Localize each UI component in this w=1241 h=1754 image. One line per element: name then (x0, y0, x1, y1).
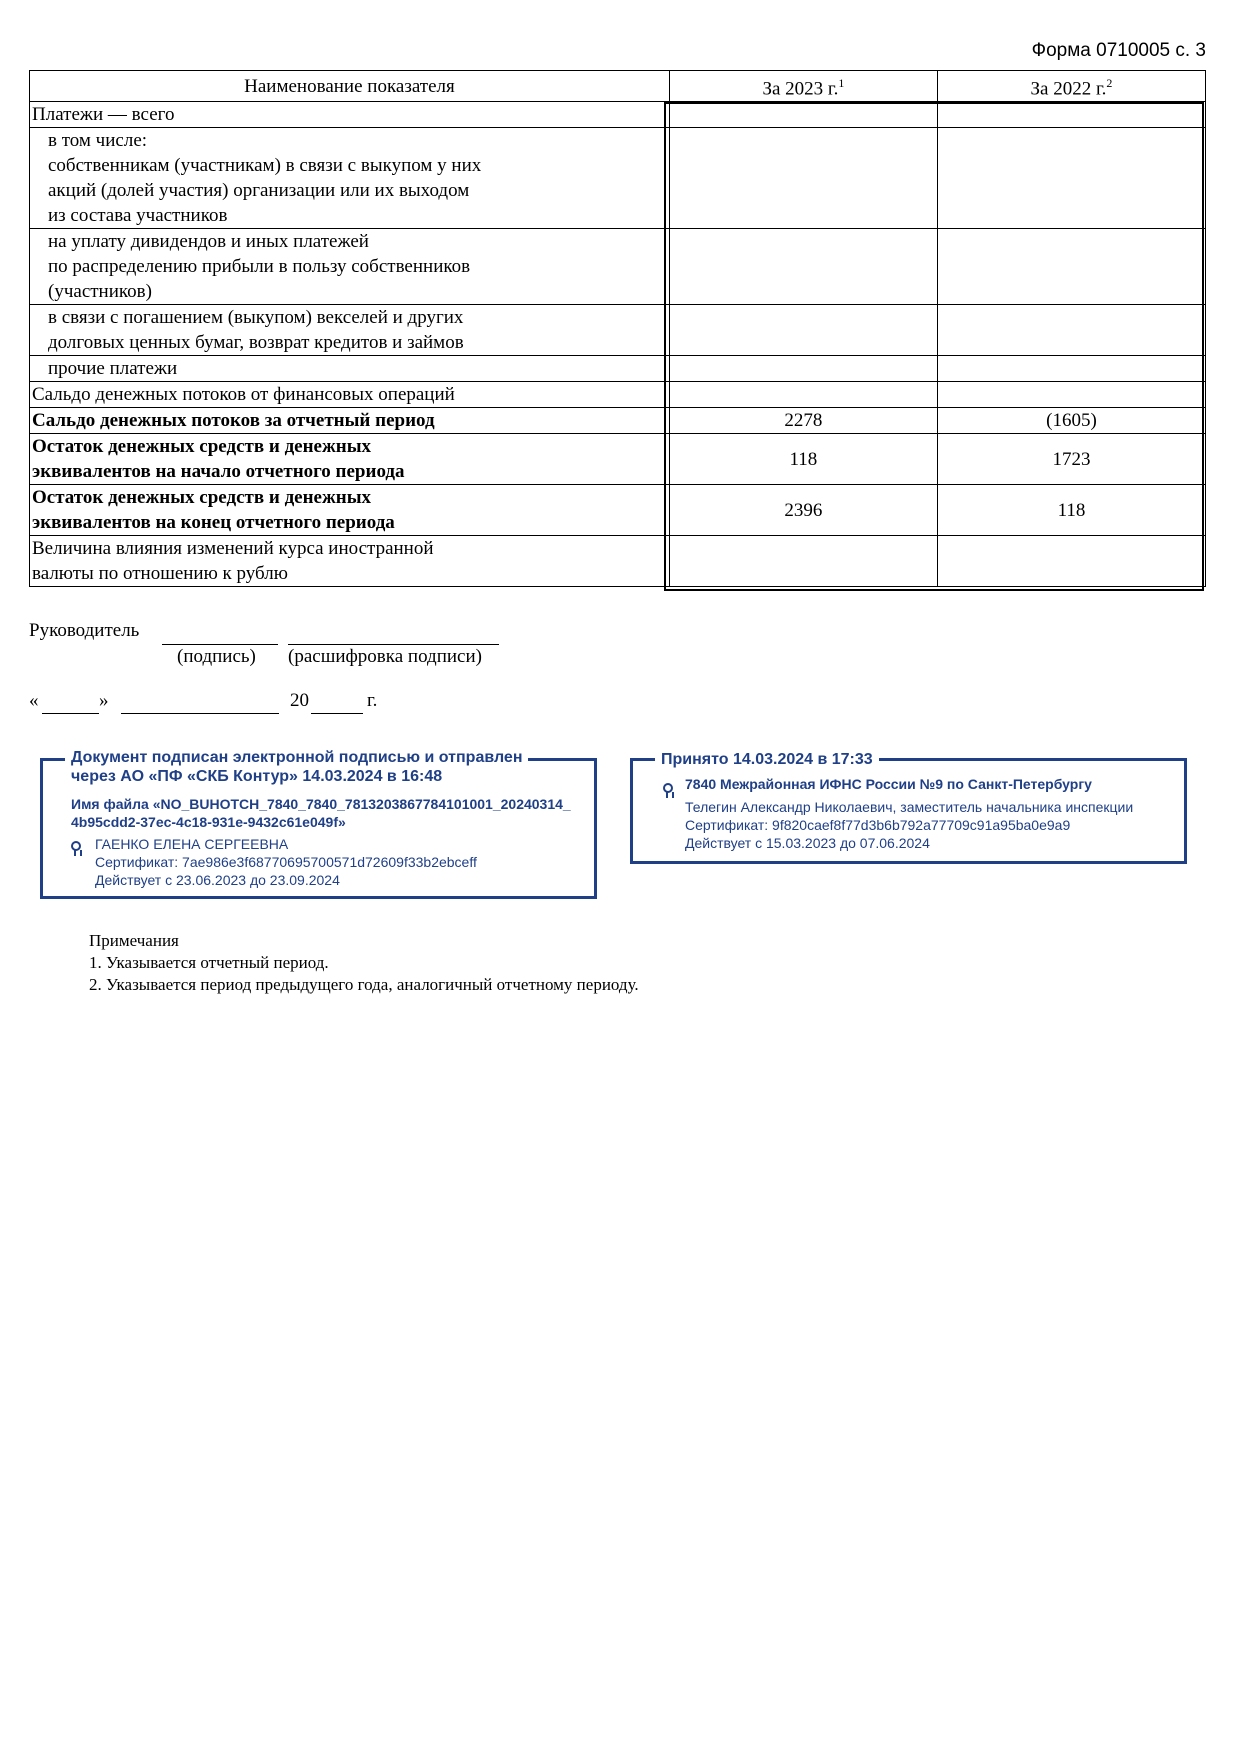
footnote-mark: 2 (1106, 76, 1113, 90)
stamp-accepted (630, 751, 1187, 864)
value-2022 (937, 102, 1205, 128)
table-row (30, 408, 1206, 434)
signature-decode-caption: (расшифровка подписи) (288, 646, 482, 667)
row-label: Платежи — всего (30, 102, 670, 128)
row-label: Сальдо денежных потоков от финансовых операций (30, 382, 670, 408)
table-row (30, 382, 1206, 408)
stamp-sent-valid: Действует с 23.06.2023 до 23.09.2024 (95, 872, 340, 888)
cash-flow-table (29, 70, 1206, 587)
stamp-sent-signer: ГАЕНКО ЕЛЕНА СЕРГЕЕВНА (95, 836, 289, 852)
header-2022: За 2022 г.$^2$ (937, 71, 1205, 102)
stamp-accepted-org: 7840 Межрайонная ИФНС России №9 по Санкт-Петербургу (685, 776, 1092, 792)
value-2023 (669, 229, 937, 305)
note-item: 1. Указывается отчетный период. (89, 953, 329, 972)
table-header-row (30, 71, 1206, 102)
table-row (30, 434, 1206, 485)
row-label: на уплату дивидендов и иных платежей по распределению прибыли в пользу собственников (участников) (30, 229, 670, 305)
header-indicator-name: Наименование показателя (30, 71, 670, 102)
date-year-line (311, 692, 363, 714)
row-label: Остаток денежных средств и денежных эквивалентов на конец отчетного периода (30, 485, 670, 536)
signature-caption: (подпись) (177, 646, 256, 667)
date-day-line (42, 692, 99, 714)
row-label: Величина влияния изменений курса иностранной валюты по отношению к рублю (30, 536, 670, 587)
value-2023 (669, 102, 937, 128)
stamp-accepted-title: Принято 14.03.2024 в 17:33 (655, 750, 879, 769)
stamp-accepted-valid: Действует с 15.03.2023 до 07.06.2024 (685, 835, 930, 851)
value-2023: 2396 (669, 485, 937, 536)
note-item: 2. Указывается период предыдущего года, аналогичный отчетному периоду. (89, 975, 639, 994)
table-row (30, 356, 1206, 382)
value-2023 (669, 536, 937, 587)
row-label: прочие платежи (30, 356, 670, 382)
table-row (30, 102, 1206, 128)
row-label: Сальдо денежных потоков за отчетный период (30, 408, 670, 434)
certificate-medal-icon (663, 783, 673, 793)
table-row (30, 485, 1206, 536)
date-month-line (121, 692, 279, 714)
notes-title: Примечания (89, 931, 179, 950)
signature-line (162, 622, 278, 645)
value-2022: 118 (937, 485, 1205, 536)
value-2023 (669, 382, 937, 408)
footnote-mark: 1 (838, 76, 845, 90)
signature-decode-line (288, 622, 499, 645)
header-2023: За 2023 г.$^1$ (669, 71, 937, 102)
value-2022 (937, 536, 1205, 587)
value-2023: 2278 (669, 408, 937, 434)
row-label: в связи с погашением (выкупом) векселей и других долговых ценных бумаг, возврат кредитов и займов (30, 305, 670, 356)
value-2022 (937, 305, 1205, 356)
value-2022: 1723 (937, 434, 1205, 485)
date-year-prefix: 20 (290, 690, 309, 711)
row-label: Остаток денежных средств и денежных эквивалентов на начало отчетного периода (30, 434, 670, 485)
stamp-sent-cert: Сертификат: 7ae986e3f68770695700571d72609f33b2ebceff (95, 854, 477, 870)
date-quote-close: » (99, 690, 109, 711)
value-2023 (669, 356, 937, 382)
stamp-sent-title: Документ подписан электронной подписью и отправлен через АО «ПФ «СКБ Контур» 14.03.2024 в 16:48 (65, 748, 528, 786)
certificate-medal-icon (71, 841, 81, 851)
stamp-accepted-person: Телегин Александр Николаевич, заместитель начальника инспекции (685, 799, 1134, 815)
table-row (30, 128, 1206, 229)
value-2023: 118 (669, 434, 937, 485)
head-label: Руководитель (29, 620, 140, 641)
value-2022 (937, 128, 1205, 229)
date-quote-open: « (29, 690, 39, 711)
stamp-accepted-cert: Сертификат: 9f820caef8f77d3b6b792a77709c91a95ba0e9a9 (685, 817, 1071, 833)
value-2023 (669, 128, 937, 229)
row-label: в том числе: собственникам (участникам) в связи с выкупом у них акций (долей участия) организации или их выходом из состава участников (30, 128, 670, 229)
notes (89, 930, 639, 996)
stamp-sent-file: Имя файла «NO_BUHOTCH_7840_7840_7813203867784101001_20240314_ 4b95cdd2-37ec-4c18-931e-9432c61e049f» (71, 796, 571, 830)
value-2022 (937, 229, 1205, 305)
table-row (30, 536, 1206, 587)
table-row (30, 305, 1206, 356)
value-2022 (937, 356, 1205, 382)
form-number: Форма 0710005 с. 3 (1031, 40, 1206, 61)
table-row (30, 229, 1206, 305)
value-2023 (669, 305, 937, 356)
value-2022 (937, 382, 1205, 408)
stamp-signed-sent (40, 749, 597, 899)
value-2022: (1605) (937, 408, 1205, 434)
date-year-suffix: г. (367, 690, 378, 711)
